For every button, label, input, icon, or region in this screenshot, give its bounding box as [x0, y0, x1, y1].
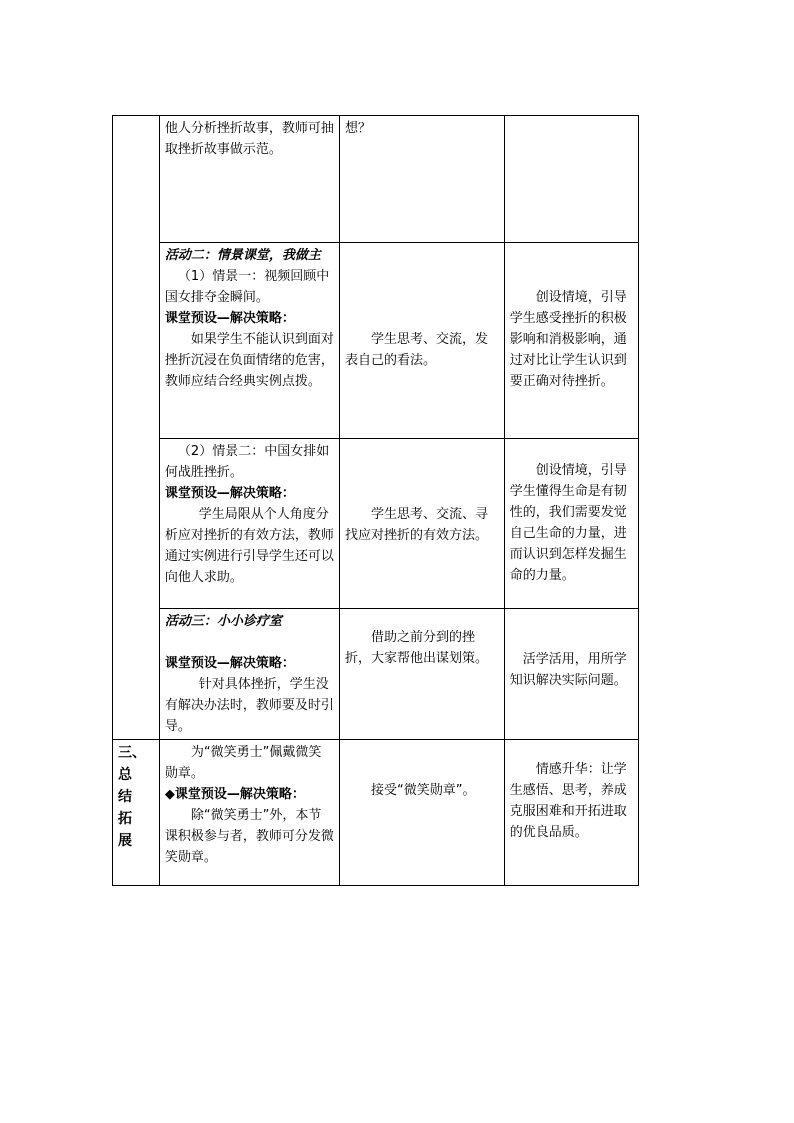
- table-row: [113, 116, 639, 243]
- table-row: [113, 439, 639, 609]
- student-activity-cell: [339, 740, 504, 886]
- design-intent-cell: [504, 243, 638, 439]
- strategy-text: 除“微笑勇士”外，本节课积极参与者，教师可分发微笑勋章。: [164, 808, 334, 865]
- teacher-activity-cell: [159, 243, 339, 439]
- strategy-label: 课堂预设—解决策略：: [164, 311, 295, 326]
- table-row: [113, 243, 639, 439]
- design-intent-text: 情感升华：让学生感悟、思考，养成克服困难和开拓进取的优良品质。: [509, 762, 627, 840]
- student-activity-text: 接受“微笑勋章”。: [370, 783, 476, 798]
- student-activity-cell: [339, 243, 504, 439]
- student-activity-text: 学生思考、交流、寻找应对挫折的有效方法。: [344, 507, 488, 543]
- strategy-text: 学生局限从个人角度分析应对挫折的有效方法，教师通过实例进行引导学生还可以向他人求助。: [164, 507, 334, 585]
- teacher-activity-cell: [159, 116, 339, 243]
- stage-cell: [113, 116, 160, 740]
- strategy-label: ◆课堂预设—解决策略：: [164, 787, 305, 802]
- student-activity-text: 借助之前分到的挫折，大家帮他出谋划策。: [344, 630, 488, 666]
- lesson-plan-table: [112, 115, 639, 886]
- strategy-text: 针对具体挫折，学生没有解决办法时，教师要及时引导。: [164, 677, 334, 734]
- design-intent-text: 活学活用，用所学知识解决实际问题。: [509, 652, 627, 688]
- table-row: [113, 740, 639, 886]
- design-intent-cell: [504, 609, 638, 740]
- stage-cell: [113, 740, 160, 886]
- teacher-activity-text: 他人分析挫折故事，教师可抽取挫折故事做示范。: [164, 121, 334, 157]
- teacher-activity-cell: [159, 609, 339, 740]
- activity-text: 为“微笑勇士”佩戴微笑勋章。: [164, 745, 322, 781]
- student-activity-text: 学生思考、交流，发表自己的看法。: [344, 332, 488, 368]
- design-intent-cell: [504, 740, 638, 886]
- stage-label: 三、 总 结 拓 展: [118, 745, 146, 849]
- strategy-text: 如果学生不能认识到面对挫折沉浸在负面情绪的危害，教师应结合经典实例点拨。: [164, 332, 334, 389]
- scene-text: （2）情景二：中国女排如何战胜挫折。: [164, 444, 330, 480]
- activity-title: 活动二：情景课堂，我做主: [164, 248, 321, 263]
- scene-text: （1）情景一：视频回顾中国女排夺金瞬间。: [164, 269, 330, 305]
- student-activity-cell: [339, 609, 504, 740]
- student-activity-cell: [339, 439, 504, 609]
- teacher-activity-cell: [159, 740, 339, 886]
- design-intent-text: 创设情境，引导学生感受挫折的积极影响和消极影响，通过对比让学生认识到要正确对待挫折。: [509, 290, 627, 389]
- table-row: [113, 609, 639, 740]
- student-activity-cell: [339, 116, 504, 243]
- activity-title: 活动三：小小诊疗室: [164, 614, 282, 629]
- design-intent-cell: [504, 439, 638, 609]
- strategy-label: 课堂预设—解决策略：: [164, 486, 295, 501]
- design-intent-text: 创设情境，引导学生懂得生命是有韧性的，我们需要发觉自己生命的力量，进而认识到怎样发掘生命的力量。: [509, 463, 627, 583]
- design-intent-cell: [504, 116, 638, 243]
- strategy-label: 课堂预设—解决策略：: [164, 656, 295, 671]
- teacher-activity-cell: [159, 439, 339, 609]
- student-activity-text: 想？: [344, 121, 371, 136]
